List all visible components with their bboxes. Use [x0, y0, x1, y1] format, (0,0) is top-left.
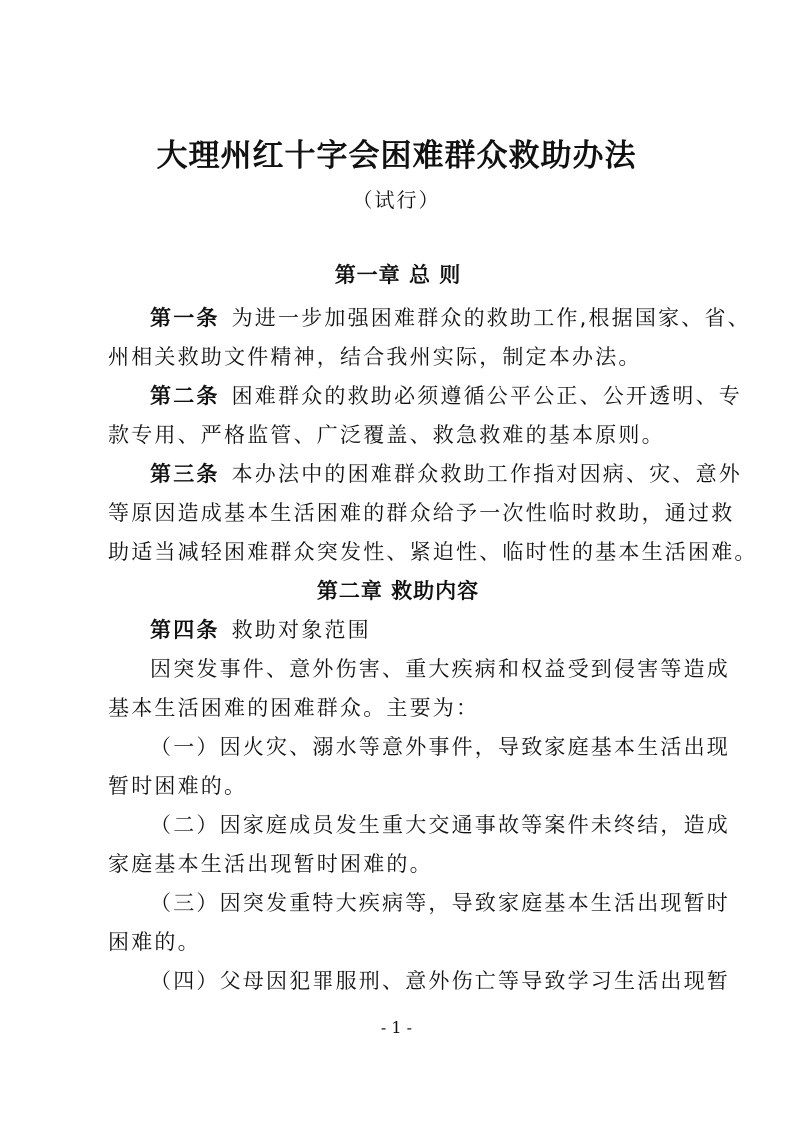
paragraph-1-line-1: 因突发事件、意外伤害、重大疾病和权益受到侵害等造成: [150, 657, 730, 681]
document-title: 大理州红十字会困难群众救助办法: [156, 138, 637, 174]
item-2-line-1: （二）因家庭成员发生重大交通事故等案件未终结，造成: [150, 813, 730, 837]
article-2-line-2: 款专用、严格监管、广泛覆盖、救急救难的基本原则。: [108, 423, 665, 447]
item-3-line-2: 困难的。: [108, 930, 201, 954]
article-3-line-3: 助适当减轻困难群众突发性、紧迫性、临时性的基本生活困难。: [108, 540, 758, 564]
article-4-line-1: [150, 615, 371, 645]
item-1-line-1: （一）因火灾、溺水等意外事件，导致家庭基本生活出现: [150, 735, 730, 759]
article-1-line-2: 州相关救助文件精神，结合我州实际，制定本办法。: [108, 345, 642, 369]
article-1-text-1: 为进一步加强困难群众的救助工作,根据国家、省、: [231, 306, 751, 330]
item-4-line-1: （四）父母因犯罪服刑、意外伤亡等导致学习生活出现暂: [150, 969, 730, 993]
article-4-label: 第四条: [150, 618, 220, 642]
article-3-line-1: [150, 459, 742, 489]
article-2-text-1: 困难群众的救助必须遵循公平公正、公开透明、专: [231, 384, 743, 408]
item-3-line-1: （三）因突发重特大疾病等，导致家庭基本生活出现暂时: [150, 891, 730, 915]
paragraph-1-line-2: 基本生活困难的困难群众。主要为：: [108, 696, 480, 720]
article-2-line-1: [150, 381, 742, 411]
chapter-2-heading: 第二章 救助内容: [316, 579, 480, 603]
article-3-line-2: 等原因造成基本生活困难的群众给予一次性临时救助，通过救: [108, 501, 735, 525]
article-3-text-1: 本办法中的困难群众救助工作指对因病、灾、意外: [231, 462, 743, 486]
document-subtitle: （试行）: [352, 188, 441, 212]
item-1-line-2: 暂时困难的。: [108, 774, 248, 798]
article-1-line-1: [150, 303, 751, 333]
article-3-label: 第三条: [150, 462, 220, 486]
chapter-1-heading: 第一章 总 则: [334, 263, 462, 287]
article-2-label: 第二条: [150, 384, 220, 408]
page-number: - 1 -: [380, 1018, 413, 1037]
article-4-text-1: 救助对象范围: [231, 618, 371, 642]
item-2-line-2: 家庭基本生活出现暂时困难的。: [108, 852, 433, 876]
article-1-label: 第一条: [150, 306, 220, 330]
